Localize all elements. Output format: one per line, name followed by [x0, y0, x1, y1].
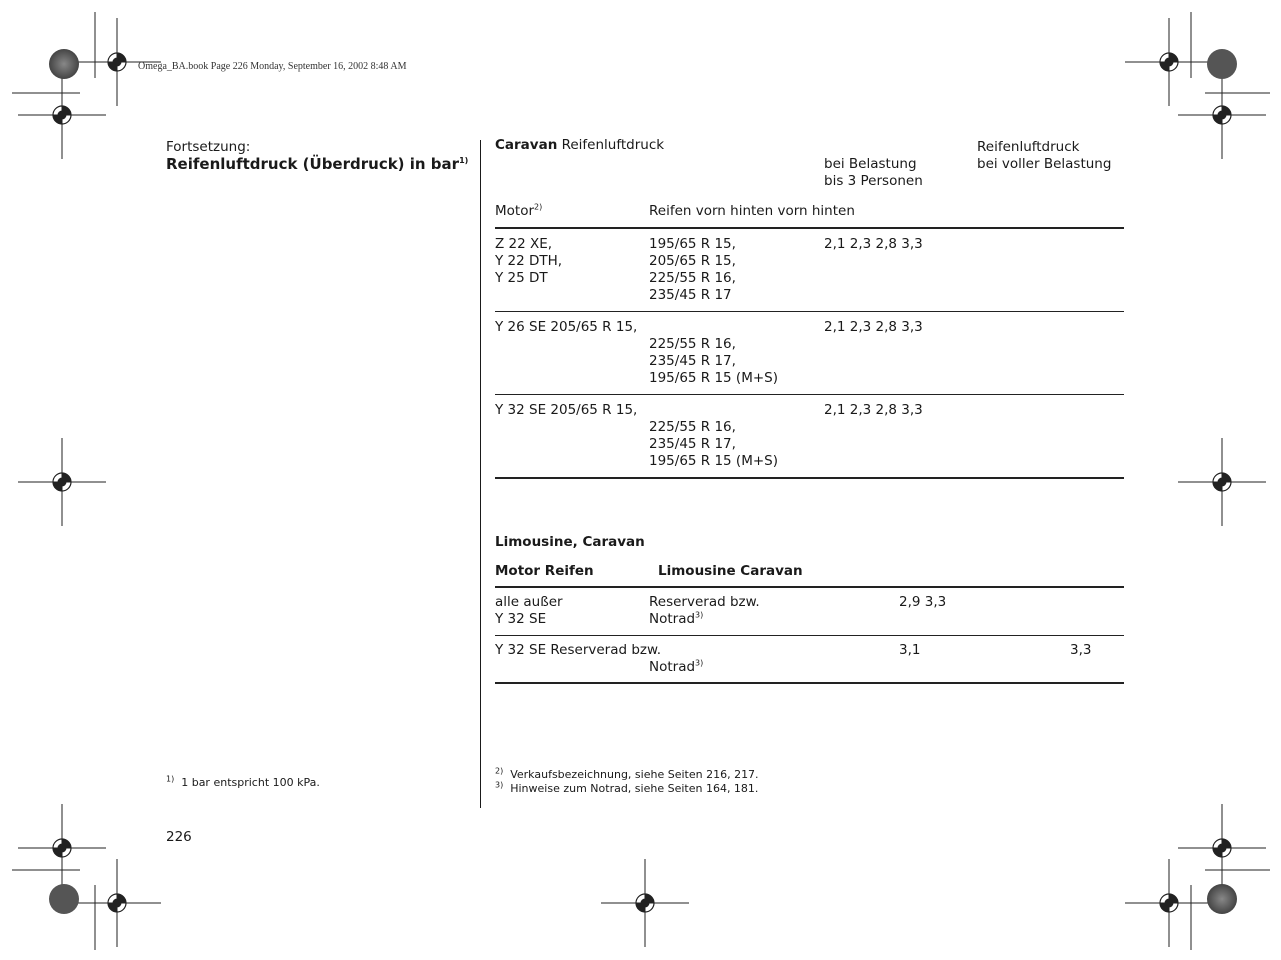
header-limousine-caravan: Limousine Caravan: [658, 563, 803, 579]
row-pressure-values: 2,1 2,3 2,8 3,3: [824, 236, 923, 252]
header-tires-front-rear: Reifen vorn hinten vorn hinten: [649, 203, 855, 219]
row-tires: Reserverad bzw. Notrad$^{3)}$: [649, 594, 760, 627]
color-calibration-dot: [1207, 884, 1237, 914]
header-load-3-persons: bei Belastung bis 3 Personen: [824, 156, 923, 189]
table-rule: [495, 394, 1124, 395]
crosshair-mark-right-bottom: [1178, 804, 1266, 892]
caravan-table-title: Caravan Reifenluftdruck: [495, 137, 665, 153]
color-calibration-dot: [1207, 49, 1237, 79]
section-title: Reifenluftdruck (Überdruck) in bar$^{1)}$: [166, 155, 469, 173]
crosshair-mark-left-bottom: [18, 804, 106, 892]
crosshair-mark-left-mid: [18, 438, 106, 526]
row-pressure-values: 2,9 3,3: [899, 594, 947, 610]
header-motor-tires: Motor Reifen: [495, 563, 594, 579]
header-motor: Motor$^{2)}$: [495, 202, 543, 219]
footnote-2: $^{2)}$ Verkaufsbezeichnung, siehe Seiten 216, 217.: [495, 766, 759, 781]
row-tires: Notrad$^{3)}$: [649, 658, 704, 675]
table-row: Y 26 SE 205/65 R 15,: [495, 319, 638, 335]
table-rule: [495, 227, 1124, 229]
footnote-3: $^{3)}$ Hinweise zum Notrad, siehe Seiten 164, 181.: [495, 780, 759, 795]
page-number: 226: [166, 829, 192, 845]
table-row: Y 32 SE Reserverad bzw.: [495, 642, 662, 658]
color-calibration-dot: [49, 49, 79, 79]
table-row: alle außer Y 32 SE: [495, 594, 563, 627]
row-tires: 195/65 R 15, 205/65 R 15, 225/55 R 16, 235/45 R 17: [649, 236, 736, 303]
table-rule: [495, 635, 1124, 636]
row-tires: 225/55 R 16, 235/45 R 17, 195/65 R 15 (M+S): [649, 336, 778, 386]
table-row: Y 32 SE 205/65 R 15,: [495, 402, 638, 418]
table-rule: [495, 311, 1124, 312]
column-divider: [480, 140, 481, 808]
limousine-table-title: Limousine, Caravan: [495, 534, 645, 550]
table-rule: [495, 682, 1124, 684]
color-calibration-dot: [49, 884, 79, 914]
footnote-1: $^{1)}$ 1 bar entspricht 100 kPa.: [166, 774, 320, 789]
table-rule: [495, 586, 1124, 588]
crosshair-mark-right-mid: [1178, 438, 1266, 526]
crosshair-mark-left-top: [18, 71, 106, 159]
row-tires: 225/55 R 16, 235/45 R 17, 195/65 R 15 (M+S): [649, 419, 778, 469]
continuation-label: Fortsetzung:: [166, 139, 251, 155]
row-pressure-values: 2,1 2,3 2,8 3,3: [824, 402, 923, 418]
crosshair-mark-bottom-center: [601, 859, 689, 947]
crosshair-mark-bottom-right: [1125, 859, 1213, 947]
header-full-load: Reifenluftdruck bei voller Belastung: [977, 139, 1112, 172]
crosshair-mark-right-top: [1178, 71, 1266, 159]
crosshair-mark-top-right: [1125, 18, 1213, 106]
row-value-caravan: 3,3: [1070, 642, 1092, 658]
crosshair-mark-bottom-left: [73, 859, 161, 947]
row-pressure-values: 2,1 2,3 2,8 3,3: [824, 319, 923, 335]
print-header-line: Omega_BA.book Page 226 Monday, September 16, 2002 8:48 AM: [138, 61, 407, 72]
row-value-limousine: 3,1: [899, 642, 921, 658]
table-rule: [495, 477, 1124, 479]
table-row: Z 22 XE, Y 22 DTH, Y 25 DT: [495, 236, 563, 286]
